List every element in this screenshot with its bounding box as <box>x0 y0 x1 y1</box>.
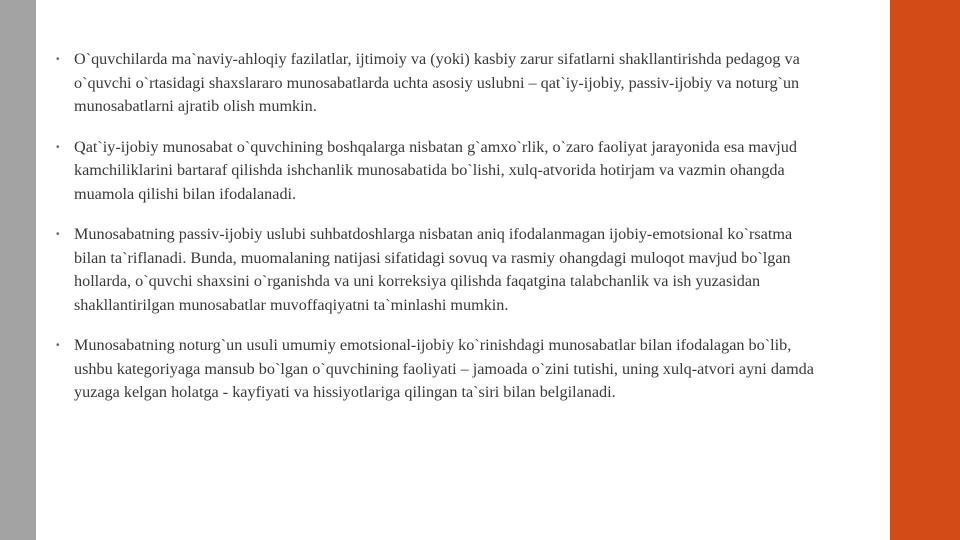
bullet-marker-icon: • <box>56 141 60 153</box>
bullet-item-1 <box>56 48 826 119</box>
right-accent-bar <box>890 0 960 540</box>
bullet-text: Qat`iy-ijobiy munosabat o`quvchining boshqalarga nisbatan g`amxo`rlik, o`zaro faoliyat jarayonida esa mavjud kamchiliklarini bartaraf qilishda ishchanlik munosabatida bo`lishi, xulq-atvorida hotirjam va vazmin ohangda muamola qilishi bilan ifodalanadi. <box>74 137 797 203</box>
bullet-text: Munosabatning passiv-ijobiy uslubi suhbatdoshlarga nisbatan aniq ifodalanmagan ijobiy-emotsional ko`rsatma bilan ta`riflanadi. Bunda, muomalaning natijasi sifatidagi sovuq va rasmiy ohangdagi muloqot mavjud bo`lgan hollarda, o`quvchi shaxsini o`rganishda va uni korreksiya qilishda faqatgina talabchanlik va ish yuzasidan shakllantirilgan munosabatlar muvoffaqiyatni ta`minlashi mumkin. <box>74 225 793 314</box>
bullet-item-2 <box>56 136 826 207</box>
bullet-marker-icon: • <box>56 229 60 240</box>
slide-content <box>56 48 826 422</box>
bullet-item-4 <box>56 334 826 405</box>
bullet-marker-icon: • <box>56 340 60 351</box>
left-decorative-bar <box>0 0 36 540</box>
bullet-item-3 <box>56 223 826 317</box>
bullet-marker-icon: • <box>56 54 60 65</box>
bullet-list <box>56 48 826 405</box>
bullet-text: O`quvchilarda ma`naviy-ahloqiy fazilatlar, ijtimoiy va (yoki) kasbiy zarur sifatlarni shakllantirishda pedagog va o`quvchi o`rtasidagi shaxslararo munosabatlarda uchta asosiy uslubni – qat`iy-ijobiy, passiv-ijobiy va noturg`un munosabatlarni ajratib olish mumkin. <box>74 50 800 115</box>
bullet-text: Munosabatning noturg`un usuli umumiy emotsional-ijobiy ko`rinishdagi munosabatlar bilan ifodalagan bo`lib, ushbu kategoriyaga mansub bo`lgan o`quvchining faoliyati – jamoada o`zini tutishi, uning xulq-atvori ayni damda yuzaga kelgan holatga - kayfiyati va hissiyotlariga qilingan ta`siri bilan belgilanadi. <box>74 336 814 401</box>
